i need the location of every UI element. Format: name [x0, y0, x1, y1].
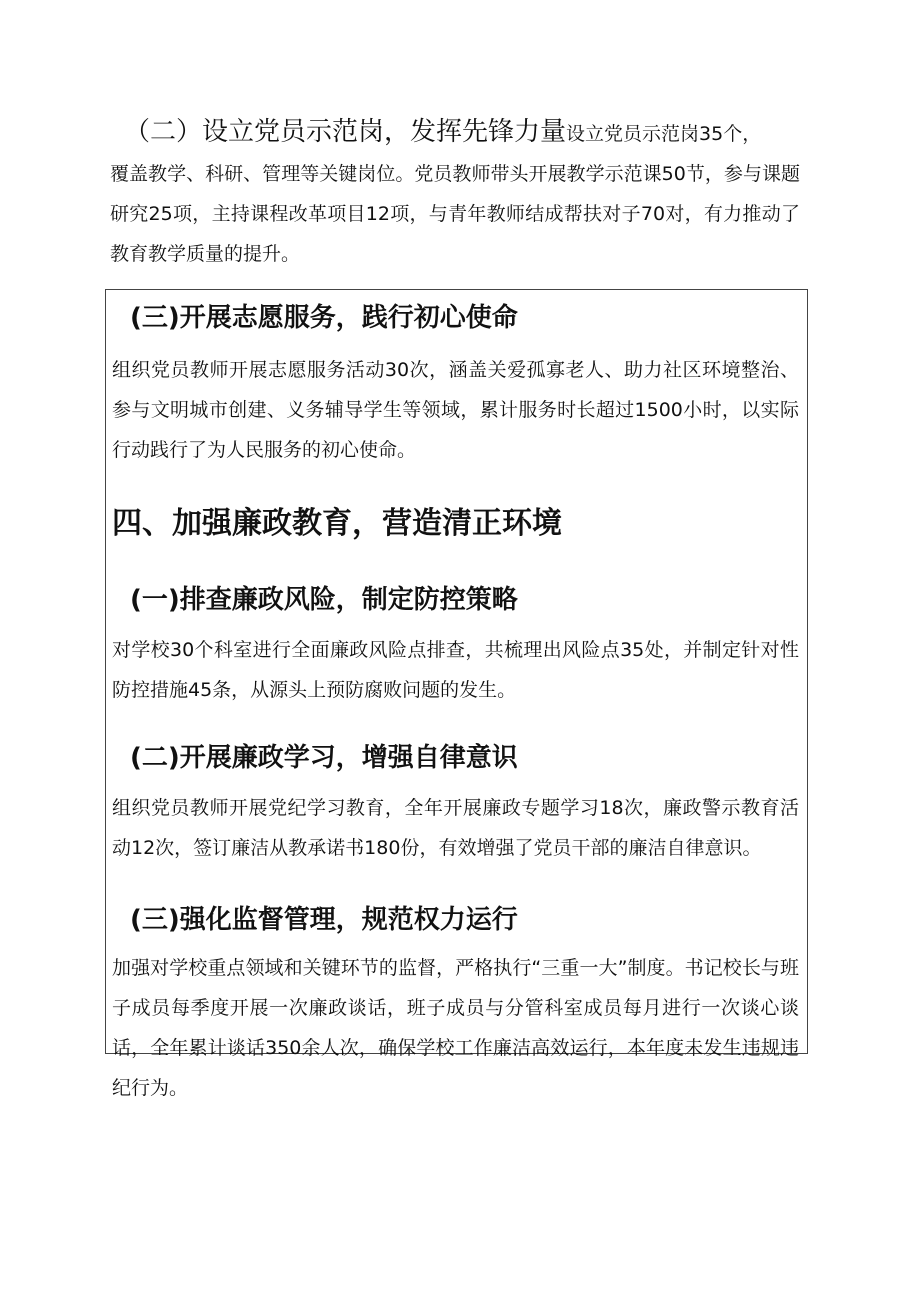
heading-integrity-study: (二)开展廉政学习，增强自律意识 [130, 743, 518, 773]
section-body-demo-post: 覆盖教学、科研、管理等关键岗位。党员教师带头开展教学示范课50节，参与课题研究25项，主持课程改革项目12项，与青年教师结成帮扶对子70对，有力推动了教育教学质量的提升。 [110, 163, 800, 265]
body-integrity-study: 组织党员教师开展党纪学习教育，全年开展廉政专题学习18次，廉政警示教育活动12次，签订廉洁从教承诺书180份，有效增强了党员干部的廉洁自律意识。 [112, 797, 799, 859]
heading-integrity-education: 四、加强廉政教育，营造清正环境 [112, 506, 562, 541]
heading-supervision: (三)强化监督管理，规范权力运行 [130, 905, 518, 935]
section-heading-demo-post: （二）设立党员示范岗，发挥先锋力量 [124, 117, 567, 147]
body-supervision: 加强对学校重点领域和关键环节的监督，严格执行“三重一大”制度。书记校长与班子成员每季度开展一次廉政谈话，班子成员与分管科室成员每月进行一次谈心谈话，全年累计谈话350余人次，确保学校工作廉洁高效运行，本年度未发生违规违纪行为。 [112, 957, 799, 1099]
content-box [105, 289, 808, 1099]
top-section [110, 112, 800, 274]
heading-risk-check: (一)排查廉政风险，制定防控策略 [130, 585, 518, 615]
body-volunteer-service: 组织党员教师开展志愿服务活动30次，涵盖关爱孤寡老人、助力社区环境整治、参与文明城市创建、义务辅导学生等领域，累计服务时长超过1500小时，以实际行动践行了为人民服务的初心使命。 [112, 359, 799, 461]
section-inline-text: 设立党员示范岗35个， [566, 123, 762, 145]
top-heading-line [110, 112, 800, 154]
body-risk-check: 对学校30个科室进行全面廉政风险点排查，共梳理出风险点35处，并制定针对性防控措施45条，从源头上预防腐败问题的发生。 [112, 639, 799, 701]
heading-volunteer-service: (三)开展志愿服务，践行初心使命 [130, 303, 518, 333]
